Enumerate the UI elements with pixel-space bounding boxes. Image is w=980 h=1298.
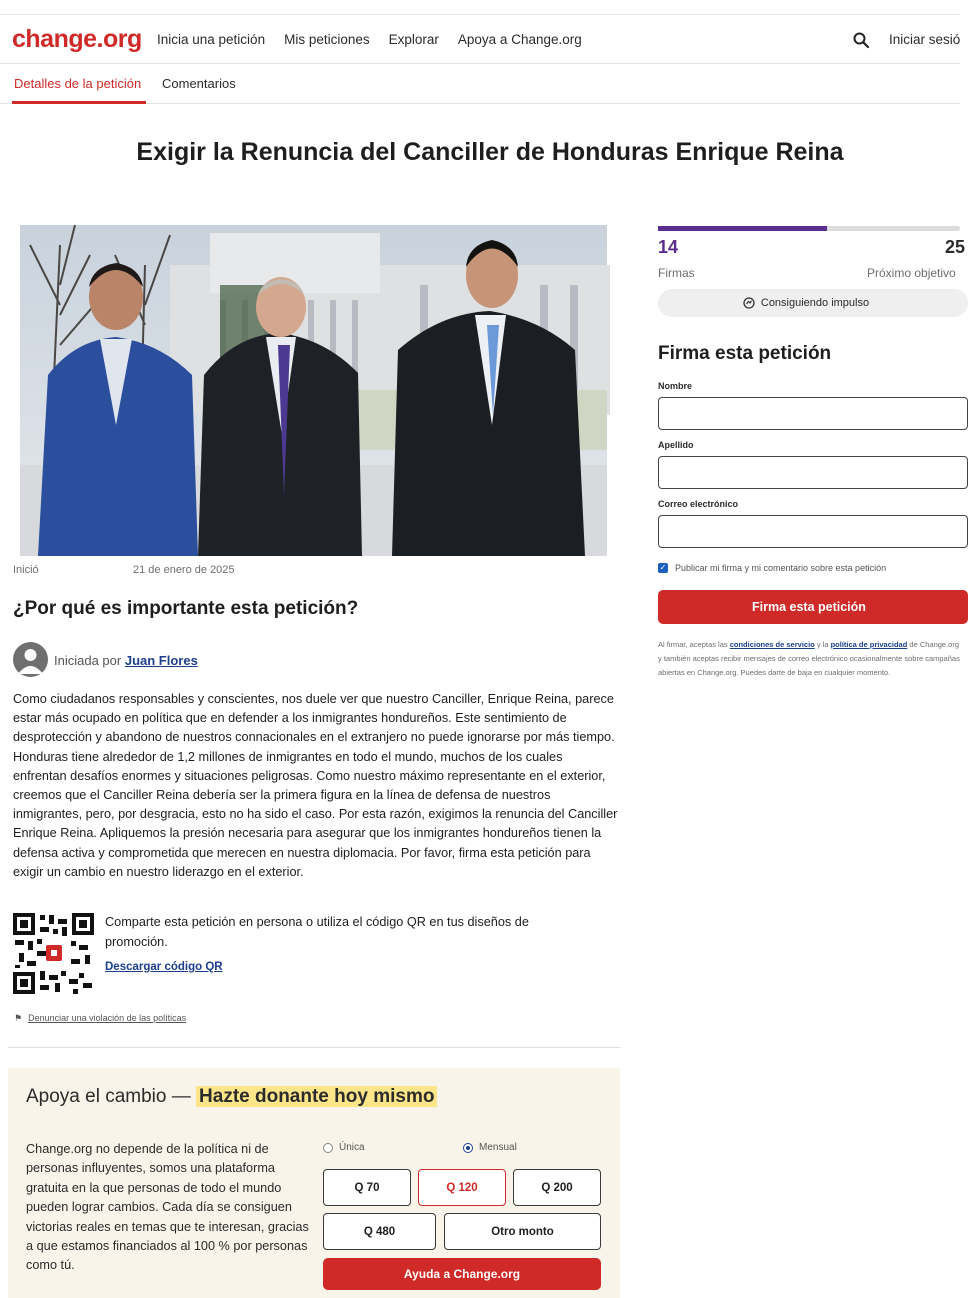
sign-form-title: Firma esta petición	[658, 343, 832, 364]
email-field[interactable]	[658, 515, 968, 548]
frequency-monthly[interactable]	[463, 1142, 517, 1153]
frequency-once[interactable]	[323, 1142, 365, 1153]
tab-comments[interactable]: Comentarios	[162, 76, 236, 91]
flag-icon: ⚑	[14, 1013, 23, 1023]
signature-progress-bar	[658, 226, 960, 231]
nav-support[interactable]: Apoya a Change.org	[457, 32, 582, 47]
nav-explore[interactable]: Explorar	[388, 32, 439, 47]
momentum-badge	[658, 289, 968, 317]
page-title: Exigir la Renuncia del Canciller de Honduras Enrique Reina	[136, 138, 844, 166]
report-label: Denunciar una violación de las políticas	[28, 1013, 187, 1023]
donate-title-highlight: Hazte donante hoy mismo	[196, 1086, 437, 1107]
signature-count-label: Firmas	[658, 266, 695, 280]
legal-text-2: y la	[816, 640, 829, 649]
search-icon[interactable]	[852, 31, 870, 49]
main-nav	[157, 32, 582, 47]
email-label: Correo electrónico	[658, 499, 739, 509]
amount-option[interactable]: Q 480	[323, 1213, 436, 1250]
first-name-field[interactable]	[658, 397, 968, 430]
petition-description: Como ciudadanos responsables y conscientes, nos duele ver que nuestro Canciller, Enrique Reina, parece estar más ocupado en política que en defender a los inmigrantes hondureños. Este sentimiento de desprotección y abandono de nuestros connacionales en el extranjero no puede ignorarse por más tiempo. Honduras tiene alrededor de 1,2 millones de inmigrantes en todo el mundo, muchos de los cuales enfrentan desafíos enormes y situaciones peligrosas. Como nuestro máximo representante en el exterior, creemos que el Canciller Reina debería ser la primera figura en la línea de defensa de nuestros inmigrantes, pero, por desgracia, esto no ha sido el caso. Por esta razón, exigimos la renuncia del Canciller Enrique Reina. Apliquemos la presión necesaria para asegurar que los inmigrantes hondureños tienen la defensa activa y comprometida que merecen en nuestra diplomacia. Por favor, firma esta petición para exigir un cambio en nuestro liderazgo en el exterior.	[13, 692, 618, 879]
donate-button[interactable]: Ayuda a Change.org	[323, 1258, 601, 1290]
amount-option[interactable]: Q 200	[513, 1169, 601, 1206]
donate-title-prefix: Apoya el cambio —	[26, 1086, 191, 1107]
petition-tabs	[0, 64, 960, 104]
started-by-prefix: Iniciada por	[54, 653, 122, 668]
donate-description: Change.org no depende de la política ni de personas influyentes, somos una plataforma gratuita en la que personas de todo el mundo pueden lograr cambios. Cada día se consiguen victorias reales en temas que te interesan, gracias a que estamos financiados al 100 % por personas como tú.	[26, 1142, 309, 1273]
top-border	[0, 14, 960, 15]
last-name-label: Apellido	[658, 440, 694, 450]
publish-checkbox-row[interactable]	[658, 563, 886, 573]
author-line	[54, 653, 198, 668]
frequency-once-label: Única	[339, 1142, 365, 1153]
user-icon	[13, 642, 48, 677]
donate-section	[8, 1068, 620, 1298]
momentum-icon	[743, 297, 755, 309]
signin-link[interactable]: Iniciar sesió	[889, 32, 961, 47]
legal-text-1: Al firmar, aceptas las	[658, 640, 728, 649]
radio-monthly[interactable]	[463, 1143, 473, 1153]
site-header	[0, 16, 960, 64]
tab-details[interactable]: Detalles de la petición	[14, 76, 142, 91]
radio-once[interactable]	[323, 1143, 333, 1153]
first-name-label: Nombre	[658, 381, 693, 391]
share-text: Comparte esta petición en persona o utiliza el código QR en tus diseños de promoción.	[105, 915, 529, 949]
publish-checkbox-label: Publicar mi firma y mi comentario sobre esta petición	[675, 563, 887, 573]
amount-option[interactable]: Q 70	[323, 1169, 411, 1206]
logo[interactable]: change.org	[12, 25, 142, 53]
petition-photo	[20, 225, 607, 556]
started-date: 21 de enero de 2025	[133, 564, 235, 576]
signature-goal: 25	[945, 237, 966, 257]
amount-other[interactable]: Otro monto	[444, 1213, 601, 1250]
why-heading: ¿Por qué es importante esta petición?	[13, 598, 359, 619]
active-tab-indicator	[12, 101, 146, 104]
frequency-monthly-label: Mensual	[479, 1142, 517, 1153]
section-divider	[8, 1047, 620, 1048]
amount-option-selected[interactable]: Q 120	[418, 1169, 506, 1206]
last-name-field[interactable]	[658, 456, 968, 489]
author-avatar	[13, 642, 48, 677]
publish-checkbox[interactable]: ✓	[659, 563, 667, 572]
started-label: Inició	[13, 564, 39, 576]
nav-start-petition[interactable]: Inicia una petición	[157, 32, 266, 47]
sign-petition-button[interactable]: Firma esta petición	[658, 590, 968, 624]
signature-progress-fill	[658, 226, 827, 231]
report-link[interactable]	[14, 1013, 186, 1024]
momentum-label: Consiguiendo impulso	[760, 297, 870, 309]
privacy-link[interactable]: política de privacidad	[830, 640, 908, 649]
signature-goal-label: Próximo objetivo	[867, 266, 956, 280]
author-link[interactable]: Juan Flores	[124, 653, 198, 668]
donate-title	[26, 1086, 437, 1108]
signature-count: 14	[658, 237, 679, 257]
legal-notice	[658, 638, 960, 680]
download-qr-link[interactable]: Descargar código QR	[105, 961, 223, 973]
legal-text-3: de Change.org y también aceptas recibir mensajes de correo electrónico ocasionalmente sobre campañas abiertas en Change.org. Puedes darte de baja en cualquier momento.	[658, 640, 960, 677]
terms-link[interactable]: condiciones de servicio	[729, 640, 815, 649]
nav-my-petitions[interactable]: Mis peticiones	[284, 32, 370, 47]
qr-code	[13, 913, 94, 994]
